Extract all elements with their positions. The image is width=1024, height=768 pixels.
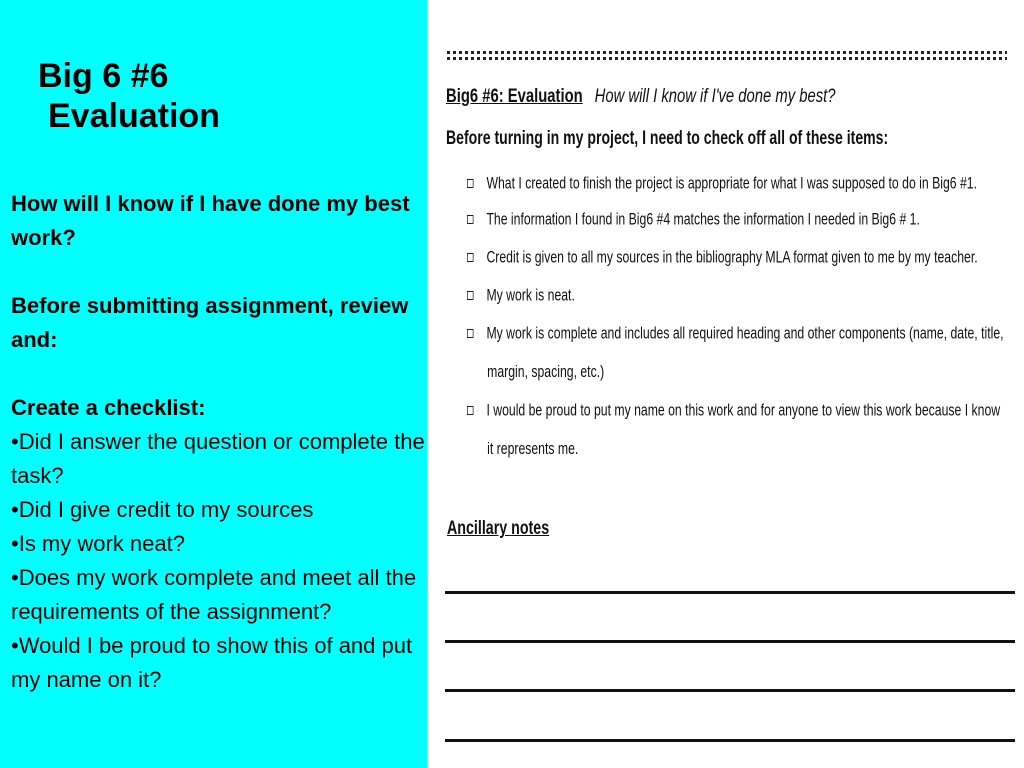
document-question: How will I know if I've done my best? [594, 86, 836, 107]
scanned-document [427, 0, 1024, 768]
note-line [445, 640, 1015, 643]
checklist-item: I would be proud to put my name on this work and for anyone to view this work because I know it represents me. [467, 391, 1000, 468]
left-panel [0, 0, 427, 768]
question-text: How will I know if I have done my best work? [11, 191, 410, 250]
checklist-item: What I created to finish the project is appropriate for what I was supposed to do in Big6 #1. [467, 164, 977, 203]
checklist-item: My work is complete and includes all required heading and other components (name, date, title, margin, spacing, etc.) [467, 314, 1004, 391]
note-line [445, 689, 1015, 692]
bullet-item: •Did I answer the question or complete the task? [11, 429, 425, 488]
bullet-item: •Did I give credit to my sources [11, 497, 314, 522]
left-body [11, 187, 431, 697]
checkbox-icon [467, 253, 473, 262]
checklist-bullets [11, 425, 431, 697]
checklist-item: Credit is given to all my sources in the bibliography MLA format given to me by my teacher. [467, 238, 978, 277]
checkbox-icon [467, 329, 473, 338]
checklist-heading: Create a checklist: [11, 395, 206, 420]
instruction-text: Before submitting assignment, review and: [11, 293, 409, 352]
title-line-1: Big 6 #6 [38, 57, 169, 95]
notes-label: Ancillary notes [447, 518, 550, 539]
bullet-item: •Would I be proud to show this of and put my name on it? [11, 633, 413, 692]
note-line [445, 591, 1015, 594]
bullet-item: •Is my work neat? [11, 531, 185, 556]
checklist-item-continued: it represents me. [487, 438, 579, 458]
checkbox-icon [467, 291, 473, 300]
checkbox-icon [467, 215, 473, 224]
checklist-item: My work is neat. [467, 276, 575, 315]
checkbox-icon [467, 179, 473, 188]
document-intro: Before turning in my project, I need to check off all of these items: [446, 128, 889, 149]
checklist-item: The information I found in Big6 #4 matches the information I needed in Big6 # 1. [467, 200, 920, 239]
title-line-2: Evaluation [48, 97, 220, 135]
slide-title [38, 56, 220, 136]
checkbox-icon [467, 406, 473, 415]
bullet-item: •Does my work complete and meet all the requirements of the assignment? [11, 565, 417, 624]
note-line [445, 739, 1015, 742]
dotted-separator [447, 49, 1007, 63]
checklist-item-continued: margin, spacing, etc.) [487, 361, 605, 381]
document-heading [446, 86, 836, 108]
document-title: Big6 #6: Evaluation [446, 86, 583, 107]
